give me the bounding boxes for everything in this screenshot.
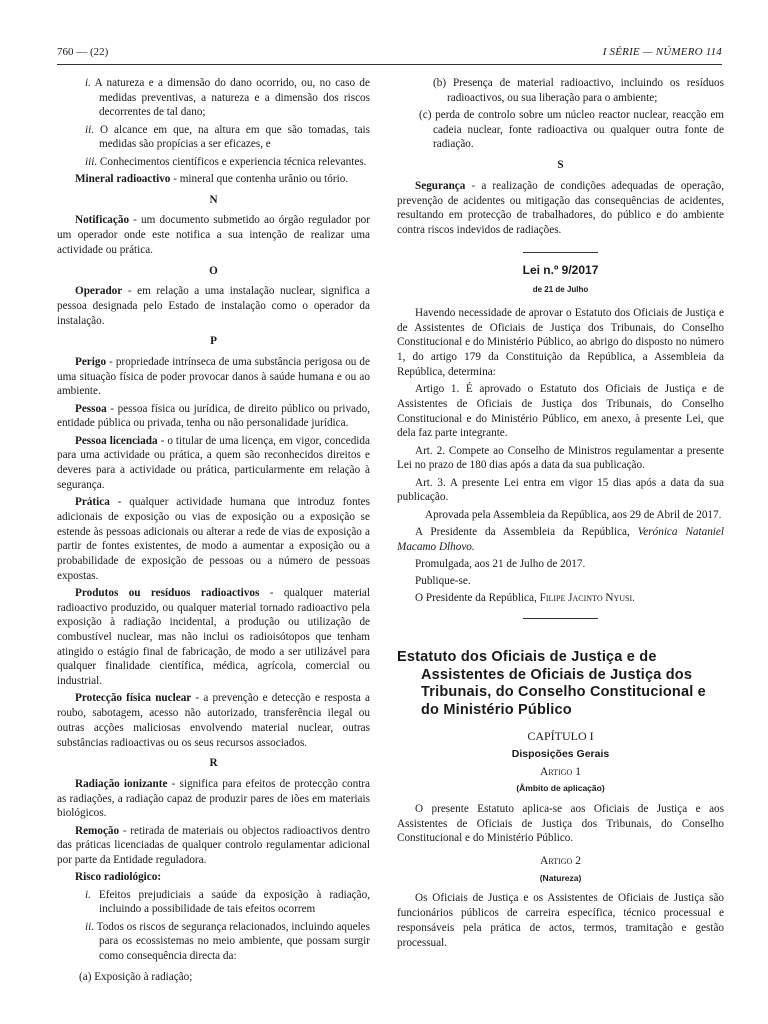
definition-text: - mineral que contenha urânio ou tório. (170, 173, 349, 185)
series-number: I SÉRIE — NÚMERO 114 (602, 46, 722, 58)
definition-seguranca (397, 179, 724, 238)
article-1-text: O presente Estatuto aplica-se aos Oficiais de Justiça e aos Assistentes de Oficiais de Justiça dos Tribunais, do Conselho Constitucional e do Ministério Público. (397, 802, 724, 845)
signature-role: A Presidente da Assembleia da República, (415, 525, 638, 538)
definition-perigo (57, 355, 370, 399)
definition-proteccao (57, 691, 370, 750)
term: Radiação ionizante (75, 777, 168, 790)
definition-mineral (57, 172, 370, 187)
item-text: Efeitos prejudiciais a saúde da exposição à radiação, incluindo a possibilidade de tais efeitos ocorrem (98, 888, 370, 916)
signature-name: Verónica Nataniel Macamo Dlhovo. (397, 525, 724, 553)
divider (523, 618, 598, 619)
term: Mineral radioactivo (75, 173, 171, 185)
law-title: Lei n.º 9/2017 (522, 262, 599, 277)
item-number: i. (85, 888, 91, 901)
list-item (57, 920, 370, 964)
section-letter-p: P (210, 335, 217, 348)
right-column (397, 76, 724, 953)
approval-text: Aprovada pela Assembleia da República, aos 29 de Abril de 2017. (425, 508, 722, 521)
definition-text: - retirada de materiais ou objectos radioactivos dentro das práticas licenciadas de qualquer controlo regulamentar adicional por parte da Entidade reguladora. (57, 824, 370, 867)
term: Protecção física nuclear (75, 692, 192, 705)
section-letter-o: O (209, 264, 218, 277)
assembly-president (397, 525, 724, 554)
definition-pratica (57, 495, 370, 583)
list-item (57, 155, 370, 170)
chapter-subtitle: Disposições Gerais (511, 747, 610, 760)
sub-item-b: (b) Presença de material radioactivo, incluindo os resíduos radioactivos, ou sua liberação para o ambiente; (433, 77, 724, 104)
chapter-heading: CAPÍTULO I (527, 729, 594, 744)
definition-notificacao (57, 213, 370, 257)
item-text: Todos os riscos de segurança relacionados, incluindo aqueles para os ecossistemas no meio ambiente, que possam surgir como consequência directa da: (96, 920, 370, 963)
term: Notificação (75, 214, 130, 227)
left-column (57, 76, 370, 985)
definition-radiacao (57, 777, 370, 821)
sub-item-c: (c) perda de controlo sobre um núcleo reactor nuclear, reacção em cadeia nuclear, fonte radioactiva ou qualquer outra fonte de radiação. (419, 109, 724, 151)
law-date: de 21 de Julho (532, 285, 589, 295)
list-item (57, 76, 370, 120)
definition-text: - a prevenção e detecção e resposta a roubo, sabotagem, acesso não autorizado, transferência ilegal ou outras acções maliciosas envolvendo material nuclear, outras substâncias radioactivas ou os seus recursos associados. (57, 692, 370, 749)
term: Perigo (75, 356, 107, 369)
section-letter-n: N (209, 193, 218, 206)
promulgation: Promulgada, aos 21 de Julho de 2017. (415, 557, 586, 570)
list-item (57, 123, 370, 152)
republic-president (397, 591, 724, 606)
term: Pessoa (75, 402, 107, 415)
article-2-text: Os Oficiais de Justiça e os Assistentes de Oficiais de Justiça são funcionários públicos de carreira específica, técnico processual e responsáveis pela prática de actos, termos, tramitação e gestão processual. (397, 892, 724, 949)
term: Produtos ou resíduos radioactivos (75, 586, 260, 599)
law-article-3: Art. 3. A presente Lei entra em vigor 15 dias após a data da sua publicação. (397, 476, 724, 504)
statute-title: Estatuto dos Oficiais de Justiça e de Assistentes de Oficiais de Justiça dos Tribunais, do Conselho Constitucional e do Ministério Público (397, 649, 706, 718)
definition-text: - pessoa física ou jurídica, de direito público ou privado, entidade pública ou privada, tenha ou não personalidade jurídica. (57, 402, 370, 430)
article-2-subtitle: (Natureza) (539, 872, 582, 883)
item-number: i. (85, 77, 91, 89)
list-item (57, 888, 370, 917)
law-article-1: Artigo 1. É aprovado o Estatuto dos Oficiais de Justiça e de Assistentes de Oficiais de Justiça dos Tribunais, do Conselho Constitucional e do Ministério Público, em anexo, à presente Lei, que dela faz parte integrante. (397, 383, 724, 440)
item-number: ii. (85, 123, 95, 136)
definition-text: - em relação a uma instalação nuclear, significa a pessoa designada pelo Estado de instalação como o operador da instalação. (57, 285, 370, 327)
page-header (57, 46, 722, 65)
term: Operador (75, 285, 123, 298)
law-intro: Havendo necessidade de aprovar o Estatuto dos Oficiais de Justiça e de Assistentes de Oficiais de Justiça dos Tribunais, do Conselho Constitucional e do Ministério Público, ao abrigo do disposto no número 1, do artigo 179 da Constituição da República, a Assembleia da República, determina: (397, 307, 724, 378)
definition-text: - significa para efeitos de protecção contra as radiações, a radiação capaz de produzir pares de iões em materiais biológicos. (57, 777, 370, 820)
item-text: Conhecimentos científicos e experiencia técnica relevantes. (99, 155, 367, 168)
item-number: iii. (85, 155, 98, 168)
item-text: O alcance em que, na altura em que são tomadas, tais medidas são propícias a ser eficazes, e (99, 123, 371, 151)
page-number: 760 — (22) (57, 46, 109, 58)
signature-name: Filipe Jacinto Nyusi. (539, 592, 635, 605)
sub-item-a: (a) Exposição à radiação; (79, 970, 193, 983)
term: Prática (75, 496, 110, 509)
definition-text: - qualquer material radioactivo produzido, ou qualquer material tornado radioactivo pela exposição à radiação incidental, a produção ou utilização de combustível nuclear, mas não inclui os radioisótopos que tenham atingido o estágio final de fabricação, de modo a ser utilizável para qualquer finalidade científica, médica, agrícola, comercial ou industrial. (57, 586, 371, 688)
article-1-subtitle: (Âmbito de aplicação) (516, 783, 605, 794)
definition-remocao (57, 824, 370, 868)
item-text: A natureza e a dimensão do dano ocorrido, ou, no caso de medidas preventivas, a natureza e a dimensão dos riscos decorrentes de tal dano; (94, 77, 370, 119)
definition-pessoa (57, 402, 370, 431)
divider (523, 252, 598, 253)
section-letter-r: R (209, 757, 218, 770)
definition-text: - a realização de condições adequadas de operação, prevenção de acidentes ou mitigação das consequências de acidentes, resultando em protecção de trabalhadores, do público e do ambiente contra riscos indevidos de radiações. (397, 179, 724, 236)
definition-text: - um documento submetido ao órgão regulador por um operador onde este notifica a sua intenção de realizar uma actividade ou prática. (57, 214, 370, 256)
definition-text: - o titular de uma licença, em vigor, concedida para uma actividade ou prática, a quem são reconhecidos direitos e deveres para a actividade ou prática, particularmente em relação à segurança. (57, 434, 370, 491)
article-2-heading: Artigo 2 (540, 855, 581, 868)
publication: Publique-se. (415, 575, 471, 588)
term: Segurança (415, 179, 466, 192)
law-article-2: Art. 2. Compete ao Conselho de Ministros regulamentar a presente Lei no prazo de 180 dias após a data da sua publicação. (397, 444, 724, 472)
signature-role: O Presidente da República, (415, 592, 540, 605)
definition-operador (57, 284, 370, 328)
article-1-heading: Artigo 1 (540, 765, 581, 778)
definition-text: - propriedade intrínseca de uma substância perigosa ou de uma situação física de poder provocar danos à saúde humana e ou ao ambiente. (57, 356, 370, 398)
definition-text: - qualquer actividade humana que introduz fontes adicionais de exposição ou vias de exposição ou a exposição se estende às pessoas adicionais ou alterar a rede de vias de exposição a partir de fontes existentes, de modo a aumentar a exposição ou a probabilidade de exposição de pessoas ou a número de pessoas expostas. (57, 496, 370, 582)
item-number: ii. (85, 920, 95, 933)
definition-produtos (57, 586, 370, 689)
term: Remoção (75, 824, 120, 837)
term: Pessoa licenciada (75, 434, 158, 447)
definition-risco (57, 870, 370, 885)
section-letter-s: S (557, 159, 564, 172)
term: Risco radiológico: (75, 871, 162, 884)
definition-pessoa-licenciada (57, 434, 370, 493)
